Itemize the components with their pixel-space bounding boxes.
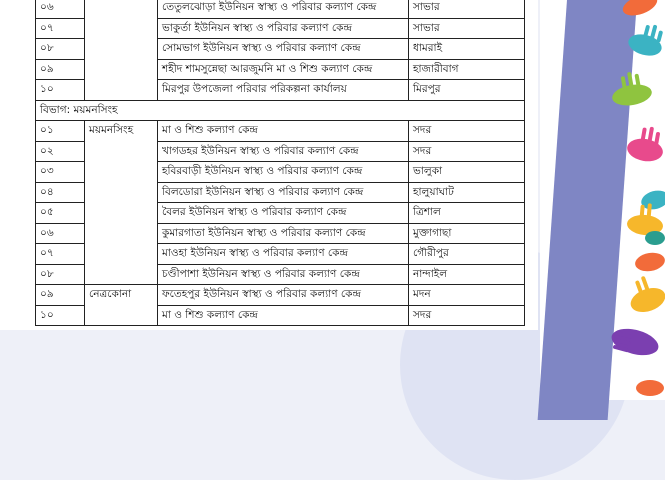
hand-icon-orange-1 — [619, 0, 665, 20]
serial-cell: ১০ — [36, 305, 85, 326]
upazila-cell: হাজারীবাগ — [409, 59, 525, 80]
upazila-cell: হালুয়াঘাট — [409, 182, 525, 203]
center-name-cell: সোমভাগ ইউনিয়ন স্বাস্থ্য ও পরিবার কল্যাণ কেন্দ্র — [158, 39, 409, 60]
upazila-cell: মুক্তাগাছা — [409, 223, 525, 244]
center-name-cell: মিরপুর উপজেলা পরিবার পরিকল্পনা কার্যালয় — [158, 80, 409, 101]
serial-cell: ০৬ — [36, 223, 85, 244]
district-cell: নেত্রকোনা — [85, 285, 158, 326]
serial-cell: ০৩ — [36, 162, 85, 183]
upazila-cell: ত্রিশাল — [409, 203, 525, 224]
division-row — [36, 100, 525, 121]
center-name-cell: কুমারগাতা ইউনিয়ন স্বাস্থ্য ও পরিবার কল্যাণ কেন্দ্র — [158, 223, 409, 244]
serial-cell: ০৪ — [36, 182, 85, 203]
hand-icon-yellow-2 — [623, 271, 665, 316]
table-section-mymensingh — [36, 121, 525, 326]
upazila-cell: মিরপুর — [409, 80, 525, 101]
district-cell: ময়মনসিংহ — [85, 121, 158, 285]
serial-cell: ০৯ — [36, 59, 85, 80]
hand-icon-pink-1 — [625, 123, 665, 164]
serial-cell: ০৫ — [36, 203, 85, 224]
center-name-cell: হবিরবাড়ী ইউনিয়ন স্বাস্থ্য ও পরিবার কল্যাণ কেন্দ্র — [158, 162, 409, 183]
serial-cell: ০১ — [36, 121, 85, 142]
upazila-cell: ভালুকা — [409, 162, 525, 183]
serial-cell: ০৯ — [36, 285, 85, 306]
table-row — [36, 121, 525, 142]
upazila-cell: সদর — [409, 141, 525, 162]
hand-icon-teal-1 — [626, 19, 665, 59]
table-row — [36, 0, 525, 18]
table-section-division-header — [36, 100, 525, 121]
center-name-cell: চণ্ডীপাশা ইউনিয়ন স্বাস্থ্য ও পরিবার কল্যাণ কেন্দ্র — [158, 264, 409, 285]
center-name-cell: বৈলর ইউনিয়ন স্বাস্থ্য ও পরিবার কল্যাণ কেন্দ্র — [158, 203, 409, 224]
upazila-cell: মদন — [409, 285, 525, 306]
upazila-cell: সদর — [409, 305, 525, 326]
hand-icon-orange-2 — [634, 251, 665, 274]
upazila-cell: নান্দাইল — [409, 264, 525, 285]
center-name-cell: শহীদ শামসুন্নেছা আরজুমনি মা ও শিশু কল্যাণ কেন্দ্র — [158, 59, 409, 80]
health-center-table — [35, 0, 525, 326]
center-name-cell: বিলডোরা ইউনিয়ন স্বাস্থ্য ও পরিবার কল্যাণ কেন্দ্র — [158, 182, 409, 203]
upazila-cell: ধামরাই — [409, 39, 525, 60]
serial-cell: ০২ — [36, 141, 85, 162]
center-name-cell: মা ও শিশু কল্যাণ কেন্দ্র — [158, 305, 409, 326]
center-name-cell: খাগডহর ইউনিয়ন স্বাস্থ্য ও পরিবার কল্যাণ কেন্দ্র — [158, 141, 409, 162]
hand-icon-green-2 — [645, 231, 665, 245]
center-name-cell: ফতেহপুর ইউনিয়ন স্বাস্থ্য ও পরিবার কল্যাণ কেন্দ্র — [158, 285, 409, 306]
serial-cell: ০৮ — [36, 264, 85, 285]
table-row — [36, 285, 525, 306]
serial-cell: ০৮ — [36, 39, 85, 60]
hand-icon-green-1 — [608, 69, 653, 108]
center-name-cell: মাওহা ইউনিয়ন স্বাস্থ্য ও পরিবার কল্যাণ কেন্দ্র — [158, 244, 409, 265]
upazila-cell: সাভার — [409, 18, 525, 39]
upazila-cell: গৌরীপুর — [409, 244, 525, 265]
serial-cell: ০৭ — [36, 18, 85, 39]
serial-cell: ১০ — [36, 80, 85, 101]
district-cell — [85, 0, 158, 100]
upazila-cell: সদর — [409, 121, 525, 142]
center-name-cell: তেতুলঝোড়া ইউনিয়ন স্বাস্থ্য ও পরিবার কল্যাণ কেন্দ্র — [158, 0, 409, 18]
serial-cell: ০৬ — [36, 0, 85, 18]
division-label: বিভাগ: ময়মনসিংহ — [36, 100, 525, 121]
center-name-cell: মা ও শিশু কল্যাণ কেন্দ্র — [158, 121, 409, 142]
table-section-dhaka — [36, 0, 525, 100]
hand-icon-purple-1 — [609, 324, 662, 360]
serial-cell: ০৭ — [36, 244, 85, 265]
hand-icon-orange-3 — [636, 380, 664, 396]
upazila-cell: সাভার — [409, 0, 525, 18]
center-name-cell: ভাকুর্তা ইউনিয়ন স্বাস্থ্য ও পরিবার কল্যাণ কেন্দ্র — [158, 18, 409, 39]
